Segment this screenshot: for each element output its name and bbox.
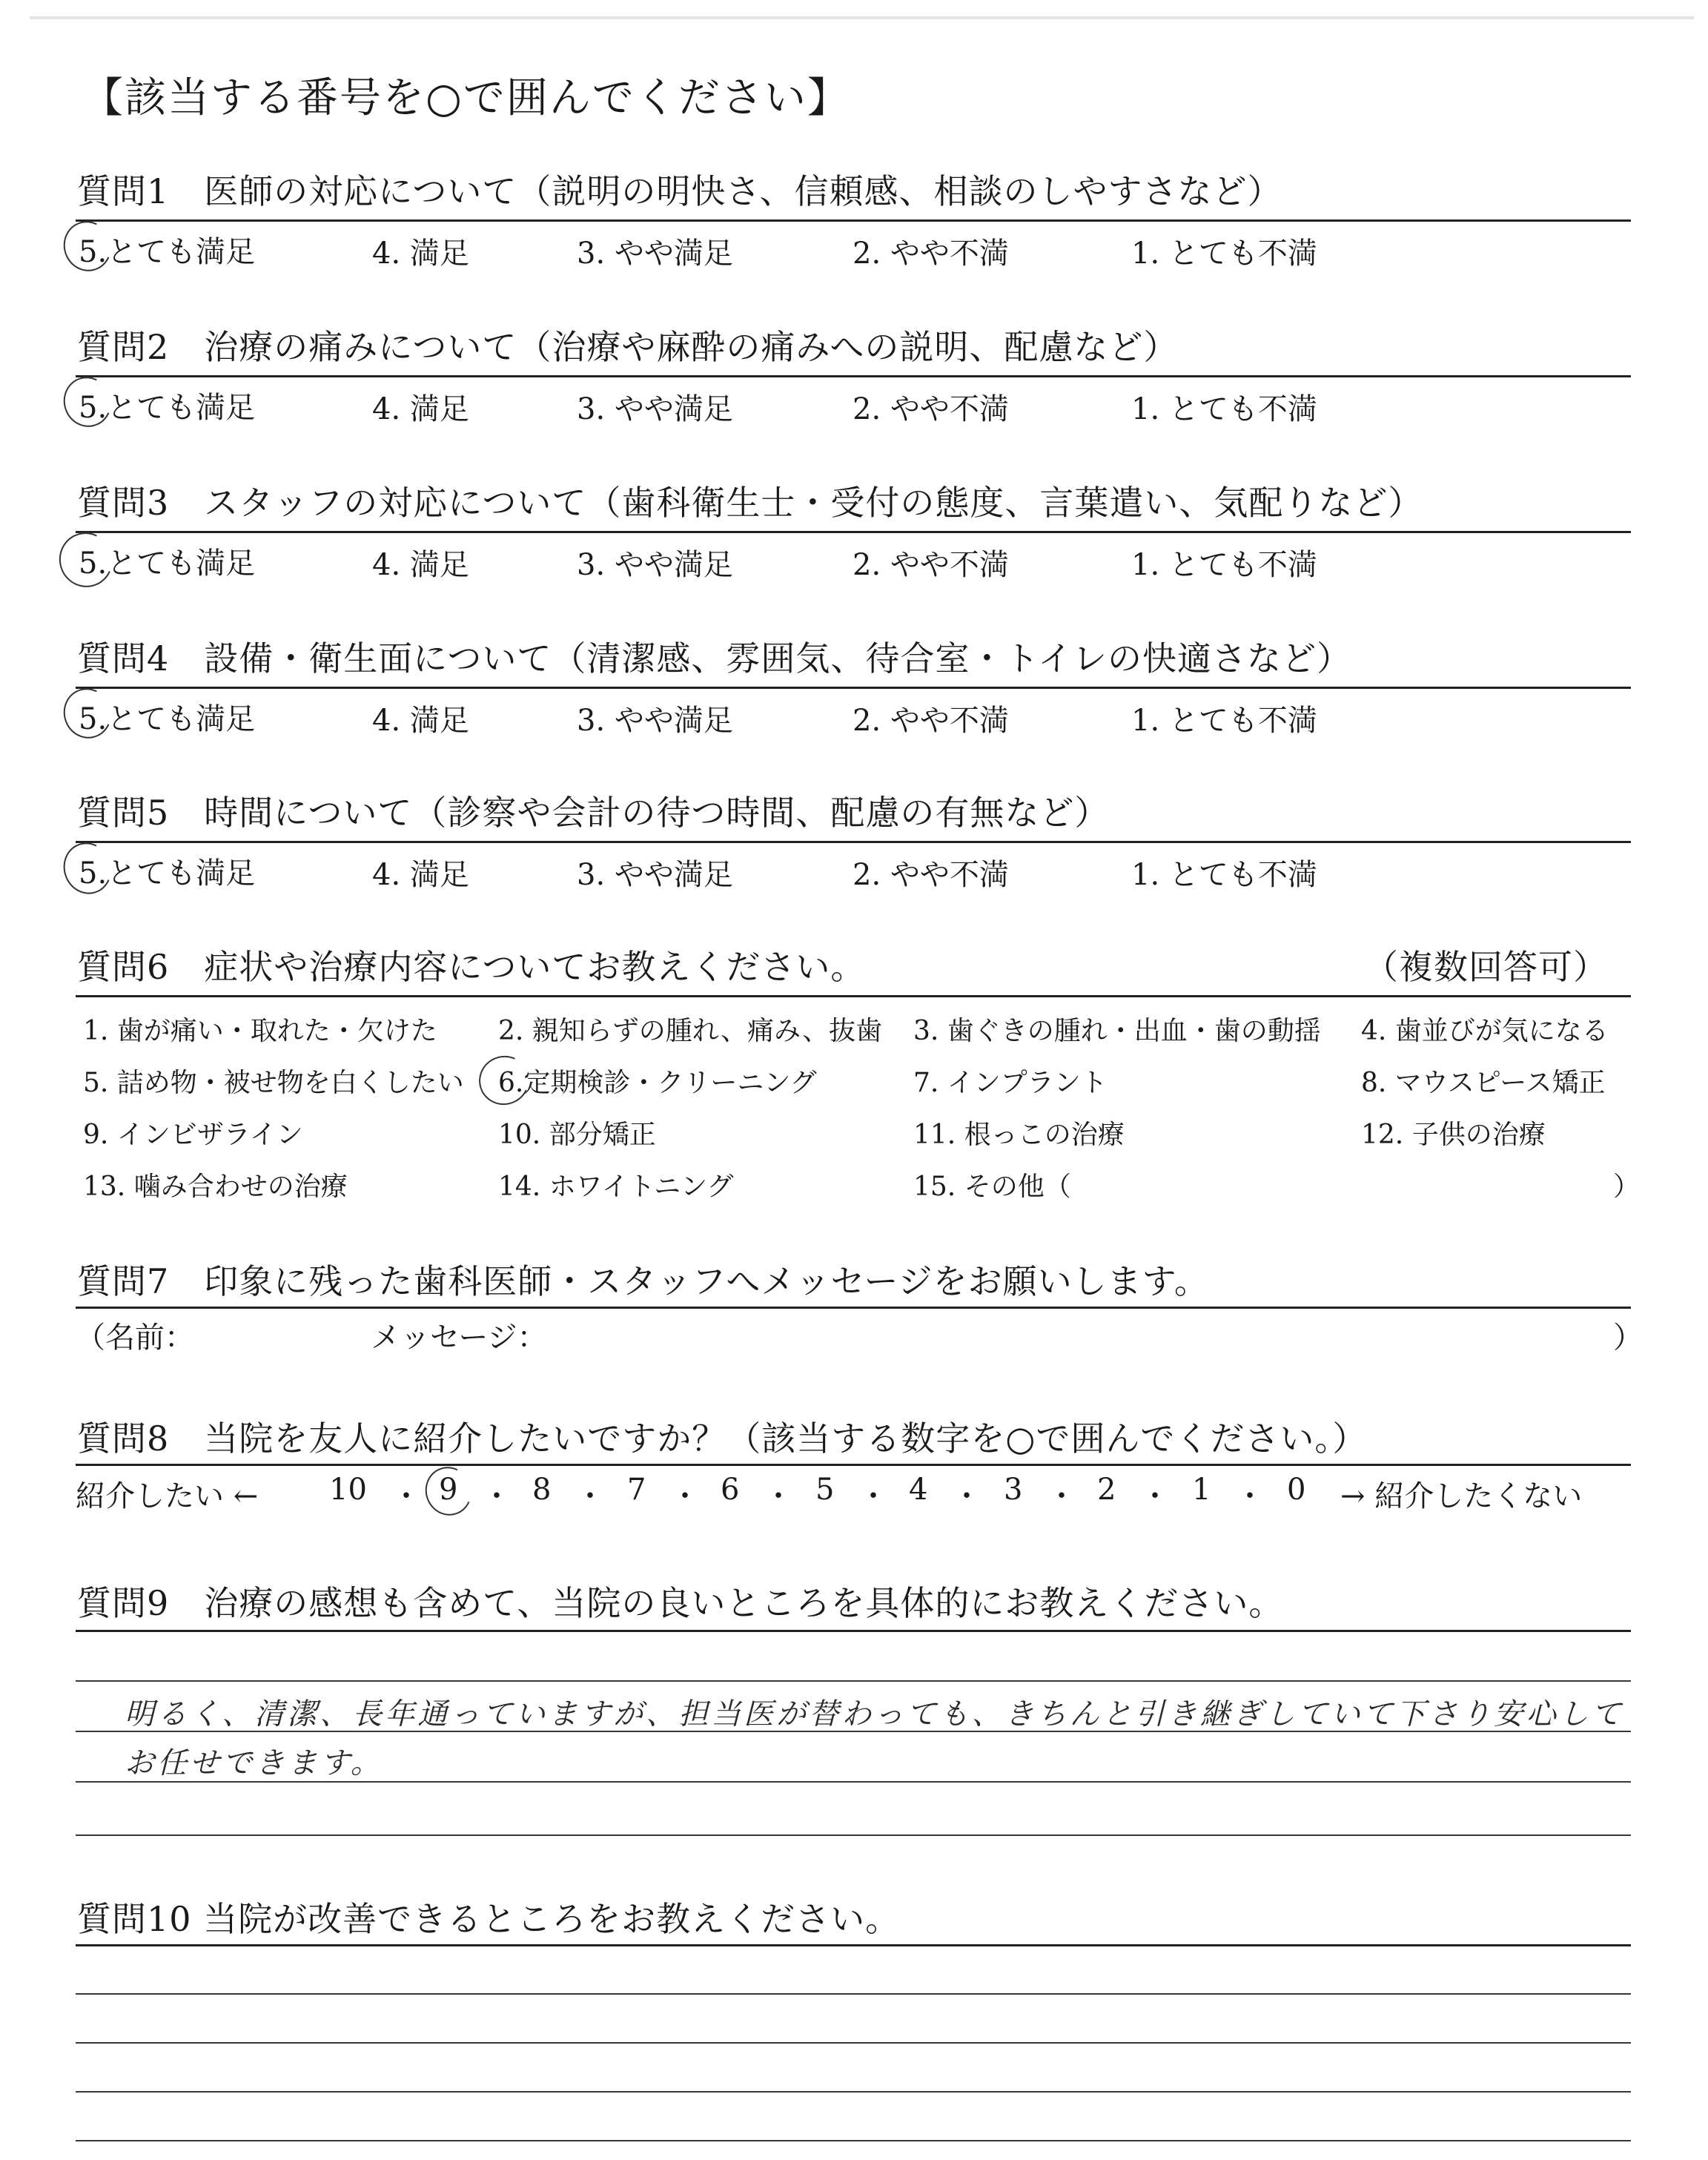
scale-separator: ・ xyxy=(858,1479,888,1513)
q6-option-7[interactable]: 7. インプラント xyxy=(913,1068,1108,1098)
option-3[interactable]: 3. やや満足 xyxy=(577,858,733,892)
scale-5[interactable]: 5 xyxy=(815,1473,835,1507)
recommend-left-label: 紹介したい ← xyxy=(76,1479,259,1513)
question-title: 質問5 時間について（診察や会計の待つ時間、配慮の有無など） xyxy=(77,793,1110,833)
rule-line xyxy=(76,1630,1631,1632)
question-title: 質問8 当院を友人に紹介したいですか？（該当する数字を○で囲んでください。） xyxy=(77,1418,1368,1459)
scale-4[interactable]: 4 xyxy=(909,1473,928,1507)
q6-option-2[interactable]: 2. 親知らずの腫れ、痛み、抜歯 xyxy=(498,1016,883,1046)
option-2[interactable]: 2. やや不満 xyxy=(853,237,1009,271)
scale-10[interactable]: 10 xyxy=(329,1473,367,1507)
option-5[interactable]: 5.とても満足 xyxy=(79,235,256,269)
close-paren: ） xyxy=(1613,1321,1643,1355)
option-4[interactable]: 4. 満足 xyxy=(372,237,469,271)
option-3[interactable]: 3. やや満足 xyxy=(577,704,733,738)
scale-separator: ・ xyxy=(1140,1479,1170,1513)
q6-option-6[interactable]: 6.定期検診・クリーニング xyxy=(498,1068,817,1098)
option-5[interactable]: 5.とても満足 xyxy=(79,702,256,736)
rule-line xyxy=(76,375,1631,377)
option-1[interactable]: 1. とても不満 xyxy=(1131,392,1317,426)
handwritten-answer-line-1: 明るく、清潔、長年通っていますが、担当医が替わっても、きちんと引き継ぎしていて下さり安心して xyxy=(125,1697,1624,1731)
question-title: 質問7 印象に残った歯科医師・スタッフへメッセージをお願いします。 xyxy=(77,1261,1209,1301)
option-1[interactable]: 1. とても不満 xyxy=(1131,704,1317,738)
q6-option-13[interactable]: 13. 噛み合わせの治療 xyxy=(83,1172,348,1202)
scale-7[interactable]: 7 xyxy=(627,1473,646,1507)
scale-separator: ・ xyxy=(482,1479,512,1513)
q6-option-8[interactable]: 8. マウスピース矯正 xyxy=(1361,1068,1606,1098)
multiple-answer-note: （複数回答可） xyxy=(1364,947,1608,987)
question-title: 質問2 治療の痛みについて（治療や麻酔の痛みへの説明、配慮など） xyxy=(77,327,1179,367)
question-title: 質問10 当院が改善できるところをお教えください。 xyxy=(77,1899,901,1939)
scale-9[interactable]: 9 xyxy=(439,1473,458,1507)
q6-option-1[interactable]: 1. 歯が痛い・取れた・欠けた xyxy=(83,1016,437,1046)
option-4[interactable]: 4. 満足 xyxy=(372,392,469,426)
rule-line xyxy=(76,1944,1631,1946)
rule-line xyxy=(76,1464,1631,1466)
answer-line xyxy=(76,1834,1631,1836)
name-label: （名前： xyxy=(76,1321,194,1355)
answer-line xyxy=(76,2091,1631,2093)
option-3[interactable]: 3. やや満足 xyxy=(577,548,733,582)
q6-option-3[interactable]: 3. 歯ぐきの腫れ・出血・歯の動揺 xyxy=(913,1016,1321,1046)
question-title: 質問6 症状や治療内容についてお教えください。 xyxy=(77,947,866,987)
scale-8[interactable]: 8 xyxy=(532,1473,552,1507)
message-label: メッセージ： xyxy=(371,1321,547,1355)
option-2[interactable]: 2. やや不満 xyxy=(853,392,1009,426)
option-1[interactable]: 1. とても不満 xyxy=(1131,548,1317,582)
option-5[interactable]: 5.とても満足 xyxy=(79,546,256,581)
option-4[interactable]: 4. 満足 xyxy=(372,548,469,582)
rule-line xyxy=(76,1307,1631,1309)
question-title: 質問4 設備・衛生面について（清潔感、雰囲気、待合室・トイレの快適さなど） xyxy=(77,638,1352,678)
rule-line xyxy=(76,841,1631,843)
rule-line xyxy=(76,531,1631,533)
option-1[interactable]: 1. とても不満 xyxy=(1131,858,1317,892)
option-2[interactable]: 2. やや不満 xyxy=(853,704,1009,738)
scale-6[interactable]: 6 xyxy=(721,1473,740,1507)
option-2[interactable]: 2. やや不満 xyxy=(853,548,1009,582)
handwritten-answer-line-2: お任せできます。 xyxy=(125,1746,383,1780)
q6-option-5[interactable]: 5. 詰め物・被せ物を白くしたい xyxy=(83,1068,464,1098)
scale-separator: ・ xyxy=(670,1479,700,1513)
option-4[interactable]: 4. 満足 xyxy=(372,704,469,738)
scale-0[interactable]: 0 xyxy=(1287,1473,1306,1507)
rule-line xyxy=(76,219,1631,222)
page-header: 【該当する番号を○で囲んでください】 xyxy=(82,74,850,122)
scan-top-edge xyxy=(30,16,1694,19)
option-2[interactable]: 2. やや不満 xyxy=(853,858,1009,892)
q6-option-10[interactable]: 10. 部分矯正 xyxy=(498,1120,656,1150)
scale-separator: ・ xyxy=(764,1479,793,1513)
scale-separator: ・ xyxy=(1047,1479,1076,1513)
q6-option-14[interactable]: 14. ホワイトニング xyxy=(498,1172,734,1202)
option-1[interactable]: 1. とても不満 xyxy=(1131,237,1317,271)
option-5[interactable]: 5.とても満足 xyxy=(79,856,256,891)
q6-option-4[interactable]: 4. 歯並びが気になる xyxy=(1361,1016,1609,1046)
answer-line xyxy=(76,1993,1631,1995)
recommend-right-label: → 紹介したくない xyxy=(1340,1479,1583,1513)
q6-option-12[interactable]: 12. 子供の治療 xyxy=(1361,1120,1546,1150)
question-title: 質問9 治療の感想も含めて、当院の良いところを具体的にお教えください。 xyxy=(77,1583,1284,1623)
question-title: 質問3 スタッフの対応について（歯科衛生士・受付の態度、言葉遣い、気配りなど） xyxy=(77,483,1423,523)
answer-line xyxy=(76,2140,1631,2141)
q6-option-15[interactable]: 15. その他（ xyxy=(913,1172,1071,1202)
scale-separator: ・ xyxy=(952,1479,982,1513)
rule-line xyxy=(76,995,1631,997)
option-4[interactable]: 4. 満足 xyxy=(372,858,469,892)
option-3[interactable]: 3. やや満足 xyxy=(577,237,733,271)
q6-option-9[interactable]: 9. インビザライン xyxy=(83,1120,303,1150)
scale-1[interactable]: 1 xyxy=(1192,1473,1211,1507)
scale-2[interactable]: 2 xyxy=(1097,1473,1116,1507)
rule-line xyxy=(76,687,1631,689)
option-3[interactable]: 3. やや満足 xyxy=(577,392,733,426)
answer-line xyxy=(76,1680,1631,1682)
question-title: 質問1 医師の対応について（説明の明快さ、信頼感、相談のしやすさなど） xyxy=(77,171,1282,211)
answer-line xyxy=(76,2042,1631,2044)
scale-3[interactable]: 3 xyxy=(1004,1473,1023,1507)
scale-separator: ・ xyxy=(1235,1479,1265,1513)
scale-separator: ・ xyxy=(391,1479,421,1513)
close-paren: ） xyxy=(1613,1172,1641,1202)
scale-separator: ・ xyxy=(575,1479,605,1513)
q6-option-11[interactable]: 11. 根っこの治療 xyxy=(913,1120,1125,1150)
option-5[interactable]: 5.とても満足 xyxy=(79,391,256,425)
